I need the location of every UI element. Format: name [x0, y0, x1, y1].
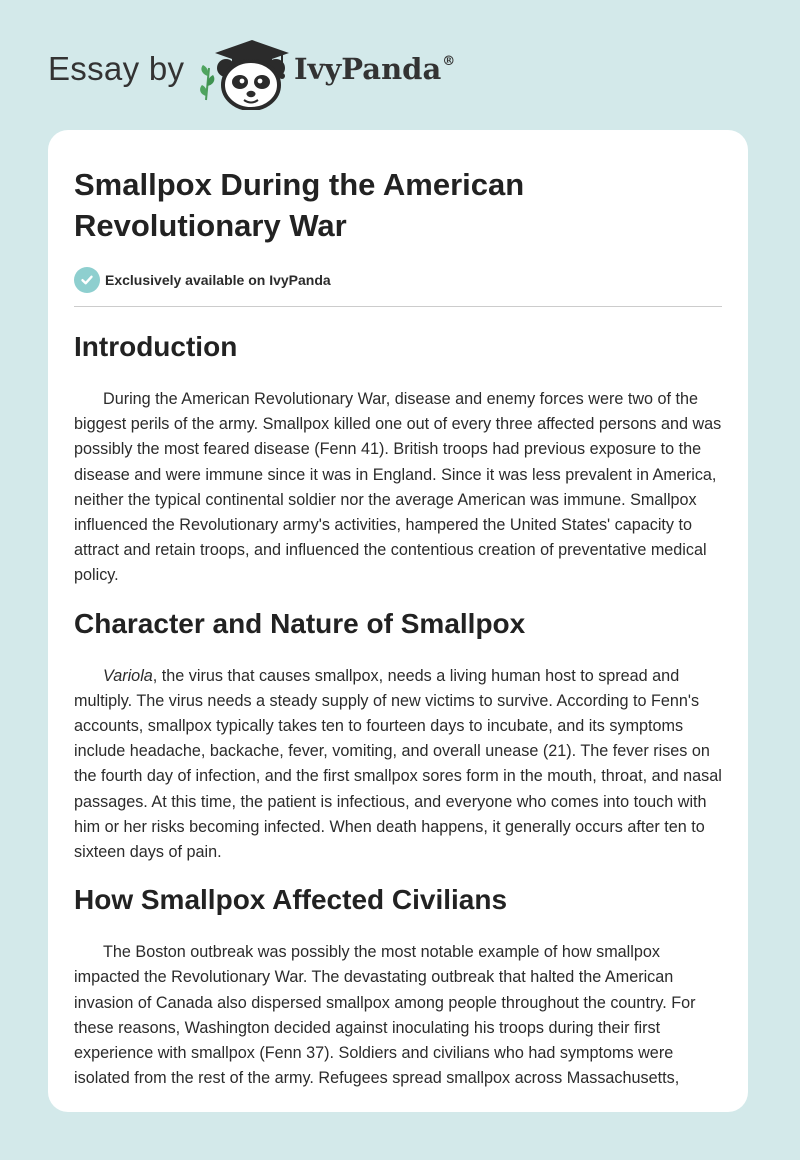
- section-heading-character-and-nature: Character and Nature of Smallpox: [74, 607, 526, 639]
- section-heading-introduction: Introduction: [74, 331, 238, 362]
- essay-content: [74, 164, 722, 1091]
- check-circle-icon: [74, 267, 100, 293]
- exclusive-badge: [74, 266, 722, 294]
- essay-by-label: Essay by: [48, 50, 185, 87]
- variola-term: Variola: [103, 666, 153, 685]
- ivy-leaves-icon: [200, 65, 214, 100]
- page-title-line-2: Revolutionary War: [74, 208, 347, 243]
- site-header: [48, 30, 548, 110]
- section-heading-civilians: How Smallpox Affected Civilians: [74, 884, 508, 916]
- page-title: [74, 164, 722, 246]
- divider: [74, 306, 722, 307]
- exclusive-label: Exclusively available on IvyPanda: [105, 272, 331, 288]
- section-paragraph-character-and-nature: [74, 664, 722, 866]
- paragraph-text: , the virus that causes smallpox, needs a living human host to spread and multiply. The virus needs a steady supply of new victims to survive. According to Fenn's accounts, smallpox typically takes ten to fourteen days to incubate, and its symptoms include headache, backache, fever, vomiting, and overall unease (21). The fever rises on the fourth day of infection, and the first smallpox sores form in the mouth, throat, and nasal passages. At this time, the patient is infectious, and everyone who comes into touch with him or her risks becoming infected. When death happens, it generally occurs after ten to sixteen days of pain.: [74, 666, 722, 862]
- section-paragraph-introduction: During the American Revolutionary War, disease and enemy forces were two of the biggest perils of the army. Smallpox killed one out of every three affected persons and was possibly the most feared disease (Fenn 41). British troops had previous exposure to the disease and were immune since it was in England. Since it was less prevalent in America, neither the typical continental soldier nor the average American was immune. Smallpox influenced the Revolutionary army's activities, hampered the United States' capacity to attract and retain troops, and influenced the contentious creation of preventative medical policy.: [74, 390, 722, 585]
- panda-graduate-logo-icon[interactable]: [200, 30, 290, 110]
- trademark-symbol: ®: [442, 54, 456, 69]
- brand-name[interactable]: IvyPanda®: [294, 52, 456, 86]
- page-title-line-1: Smallpox During the American: [74, 167, 525, 202]
- section-paragraph-civilians: The Boston outbreak was possibly the most notable example of how smallpox impacted the Revolutionary War. The devastating outbreak that halted the American invasion of Canada also dispersed smallpox among people throughout the country. For these reasons, Washington decided against inoculating his troops during their first experience with smallpox (Fenn 37). Soldiers and civilians who had symptoms were isolated from the rest of the army. Refugees spread smallpox across Massachusetts,: [74, 943, 696, 1088]
- essay-card: [48, 130, 748, 1112]
